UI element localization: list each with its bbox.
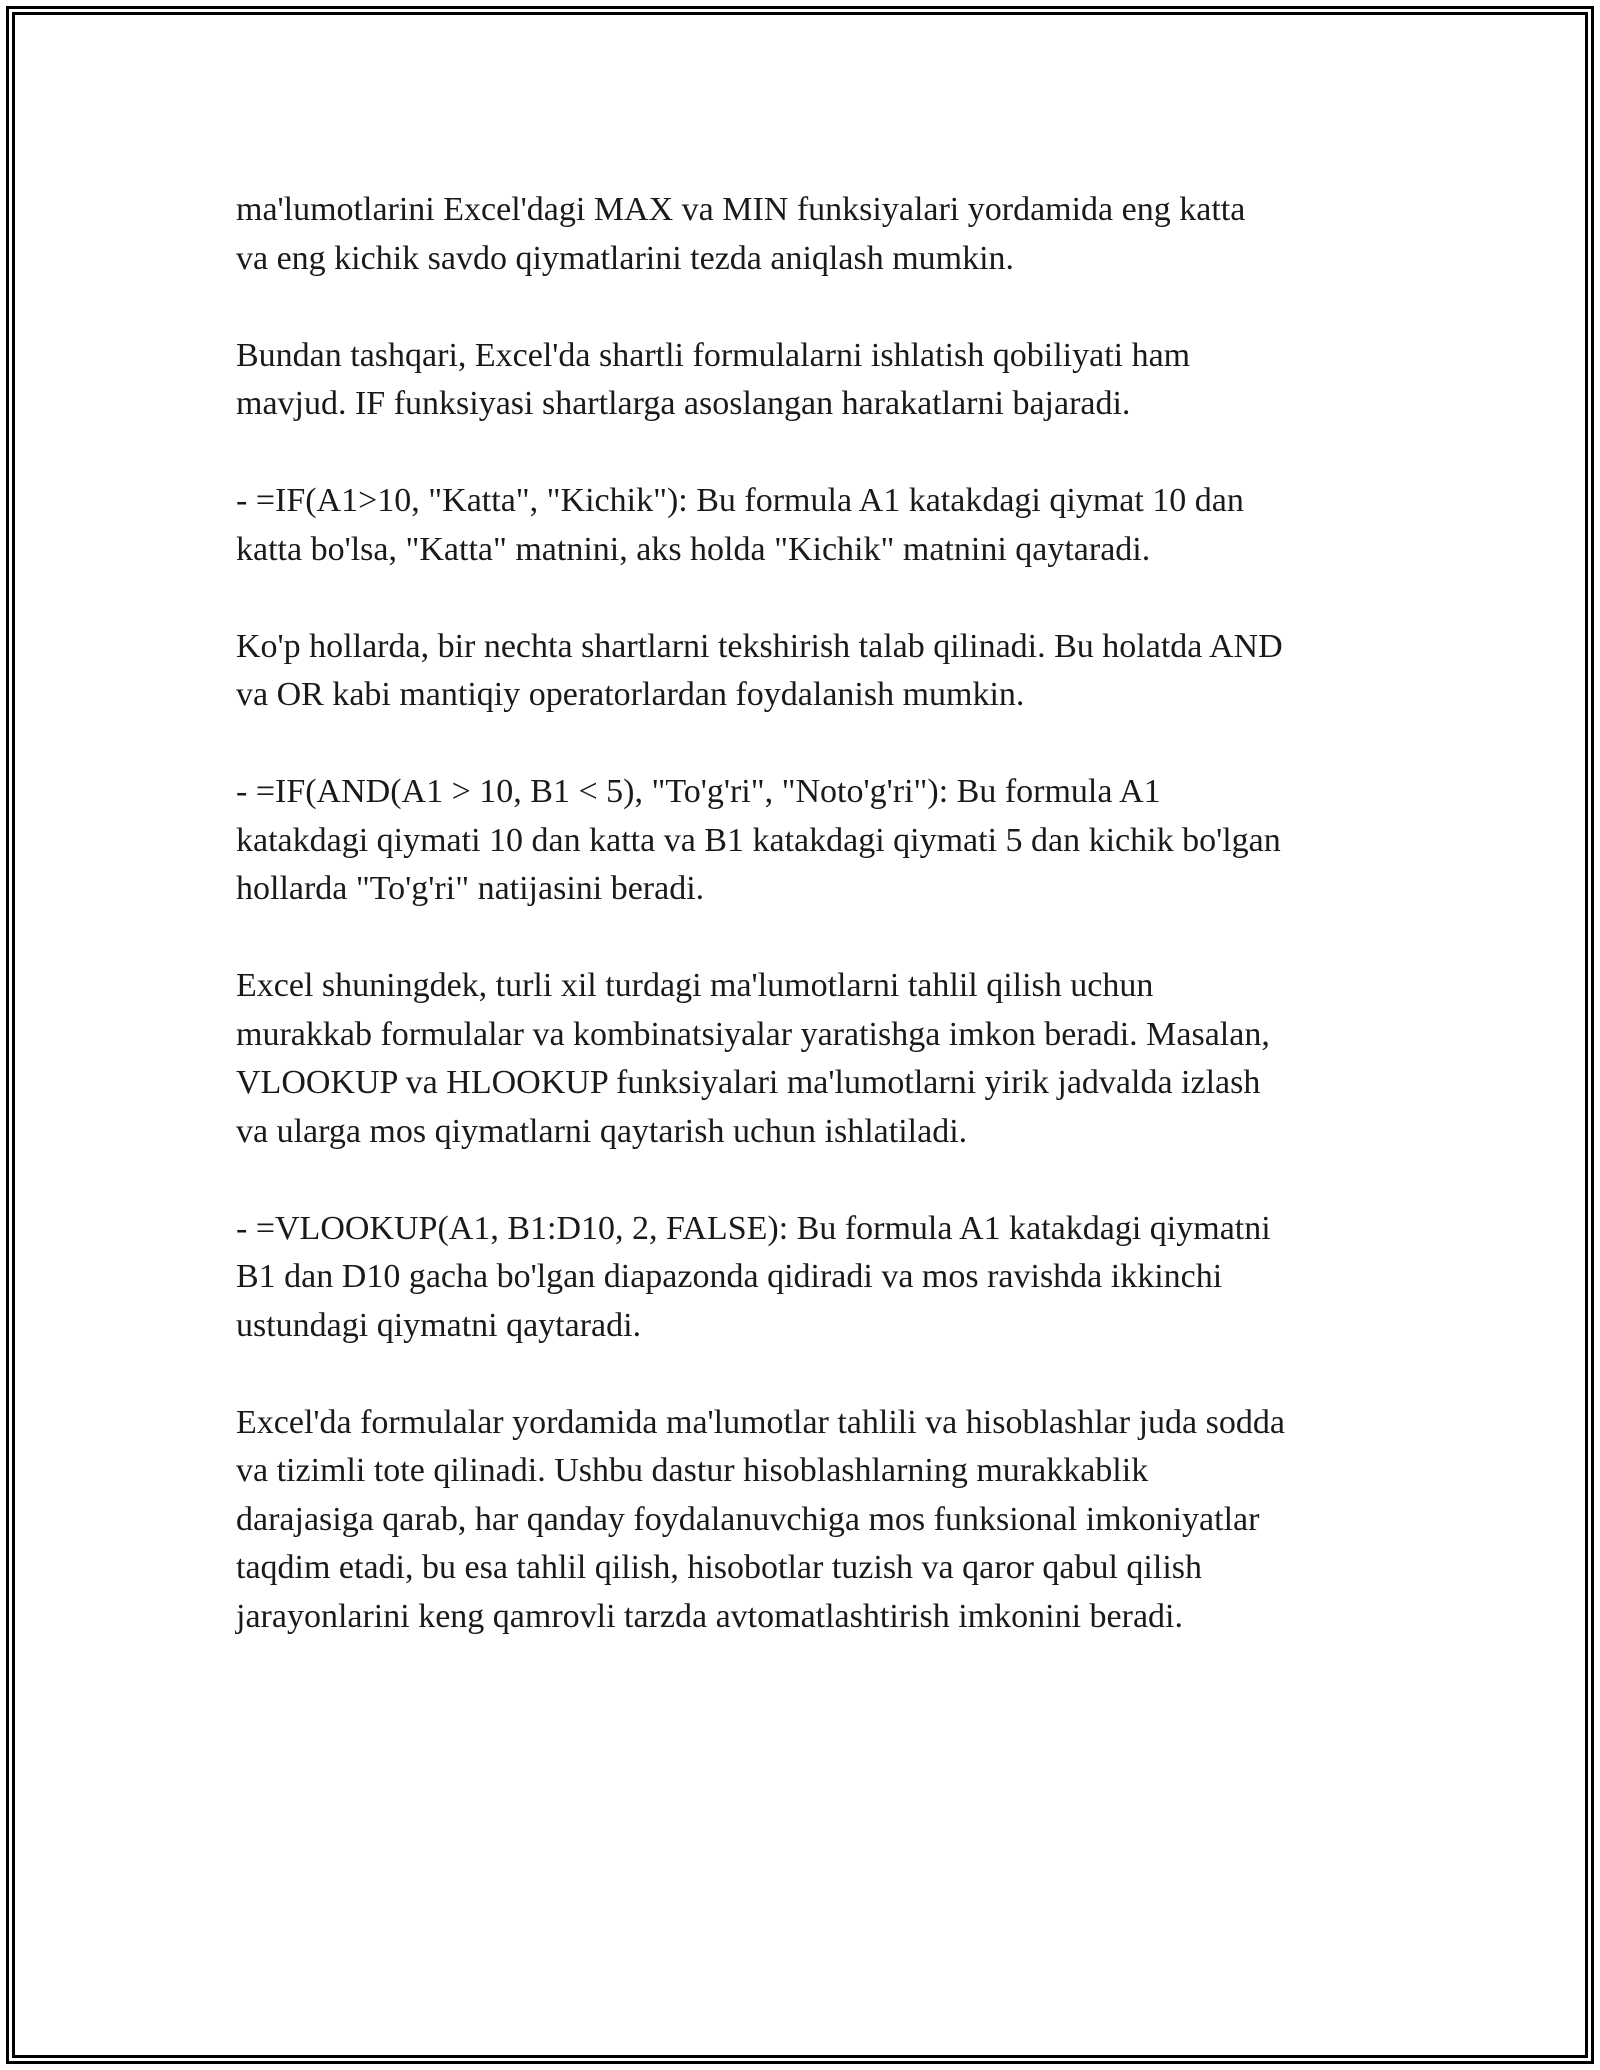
text-line: mavjud. IF funksiyasi shartlarga asoslangan harakatlarni bajaradi. <box>236 385 1131 422</box>
formula-example <box>236 768 1376 914</box>
text-line: B1 dan D10 gacha bo'lgan diapazonda qidiradi va mos ravishda ikkinchi <box>236 1258 1223 1295</box>
text-line: Ko'p hollarda, bir nechta shartlarni tekshirish talab qilinadi. Bu holatda AND <box>236 627 1283 665</box>
formula-example <box>236 477 1376 574</box>
text-line: - =IF(AND(A1 > 10, B1 < 5), "To'g'ri", "Noto'g'ri"): Bu formula A1 <box>236 773 1161 810</box>
paragraph <box>236 1399 1376 1642</box>
text-line: jarayonlarini keng qamrovli tarzda avtomatlashtirish imkonini beradi. <box>236 1597 1184 1635</box>
text-line: va ularga mos qiymatlarni qaytarish uchun ishlatiladi. <box>236 1112 968 1150</box>
text-line: Excel'da formulalar yordamida ma'lumotlar tahlili va hisoblashlar juda sodda <box>236 1403 1285 1441</box>
text-line: taqdim etadi, bu esa tahlil qilish, hisobotlar tuzish va qaror qabul qilish <box>236 1549 1202 1586</box>
text-line: VLOOKUP va HLOOKUP funksiyalari ma'lumotlarni yirik jadvalda izlash <box>236 1064 1261 1101</box>
document-body <box>236 186 1376 1690</box>
text-line: katta bo'lsa, "Katta" matnini, aks holda "Kichik" matnini qaytaradi. <box>236 530 1151 568</box>
paragraph <box>236 623 1376 720</box>
formula-example <box>236 1205 1376 1351</box>
text-line: Excel shuningdek, turli xil turdagi ma'lumotlarni tahlil qilish uchun <box>236 967 1154 1004</box>
text-line: katakdagi qiymati 10 dan katta va B1 katakdagi qiymati 5 dan kichik bo'lgan <box>236 821 1281 859</box>
text-line: Bundan tashqari, Excel'da shartli formulalarni ishlatish qobiliyati ham <box>236 336 1191 374</box>
text-line: - =VLOOKUP(A1, B1:D10, 2, FALSE): Bu formula A1 katakdagi qiymatni <box>236 1209 1271 1247</box>
paragraph <box>236 332 1376 429</box>
text-line: - =IF(A1>10, "Katta", "Kichik"): Bu formula A1 katakdagi qiymat 10 dan <box>236 482 1244 519</box>
text-line: va tizimli tote qilinadi. Ushbu dastur hisoblashlarning murakkablik <box>236 1452 1149 1489</box>
paragraph <box>236 186 1376 283</box>
text-line: murakkab formulalar va kombinatsiyalar yaratishga imkon beradi. Masalan, <box>236 1015 1270 1053</box>
text-line: ustundagi qiymatni qaytaradi. <box>236 1306 642 1344</box>
text-line: va eng kichik savdo qiymatlarini tezda aniqlash mumkin. <box>236 239 1015 277</box>
text-line: darajasiga qarab, har qanday foydalanuvchiga mos funksional imkoniyatlar <box>236 1500 1260 1538</box>
text-line: va OR kabi mantiqiy operatorlardan foydalanish mumkin. <box>236 676 1025 713</box>
text-line: ma'lumotlarini Excel'dagi MAX va MIN funksiyalari yordamida eng katta <box>236 191 1246 228</box>
paragraph <box>236 962 1376 1156</box>
text-line: hollarda "To'g'ri" natijasini beradi. <box>236 870 705 907</box>
